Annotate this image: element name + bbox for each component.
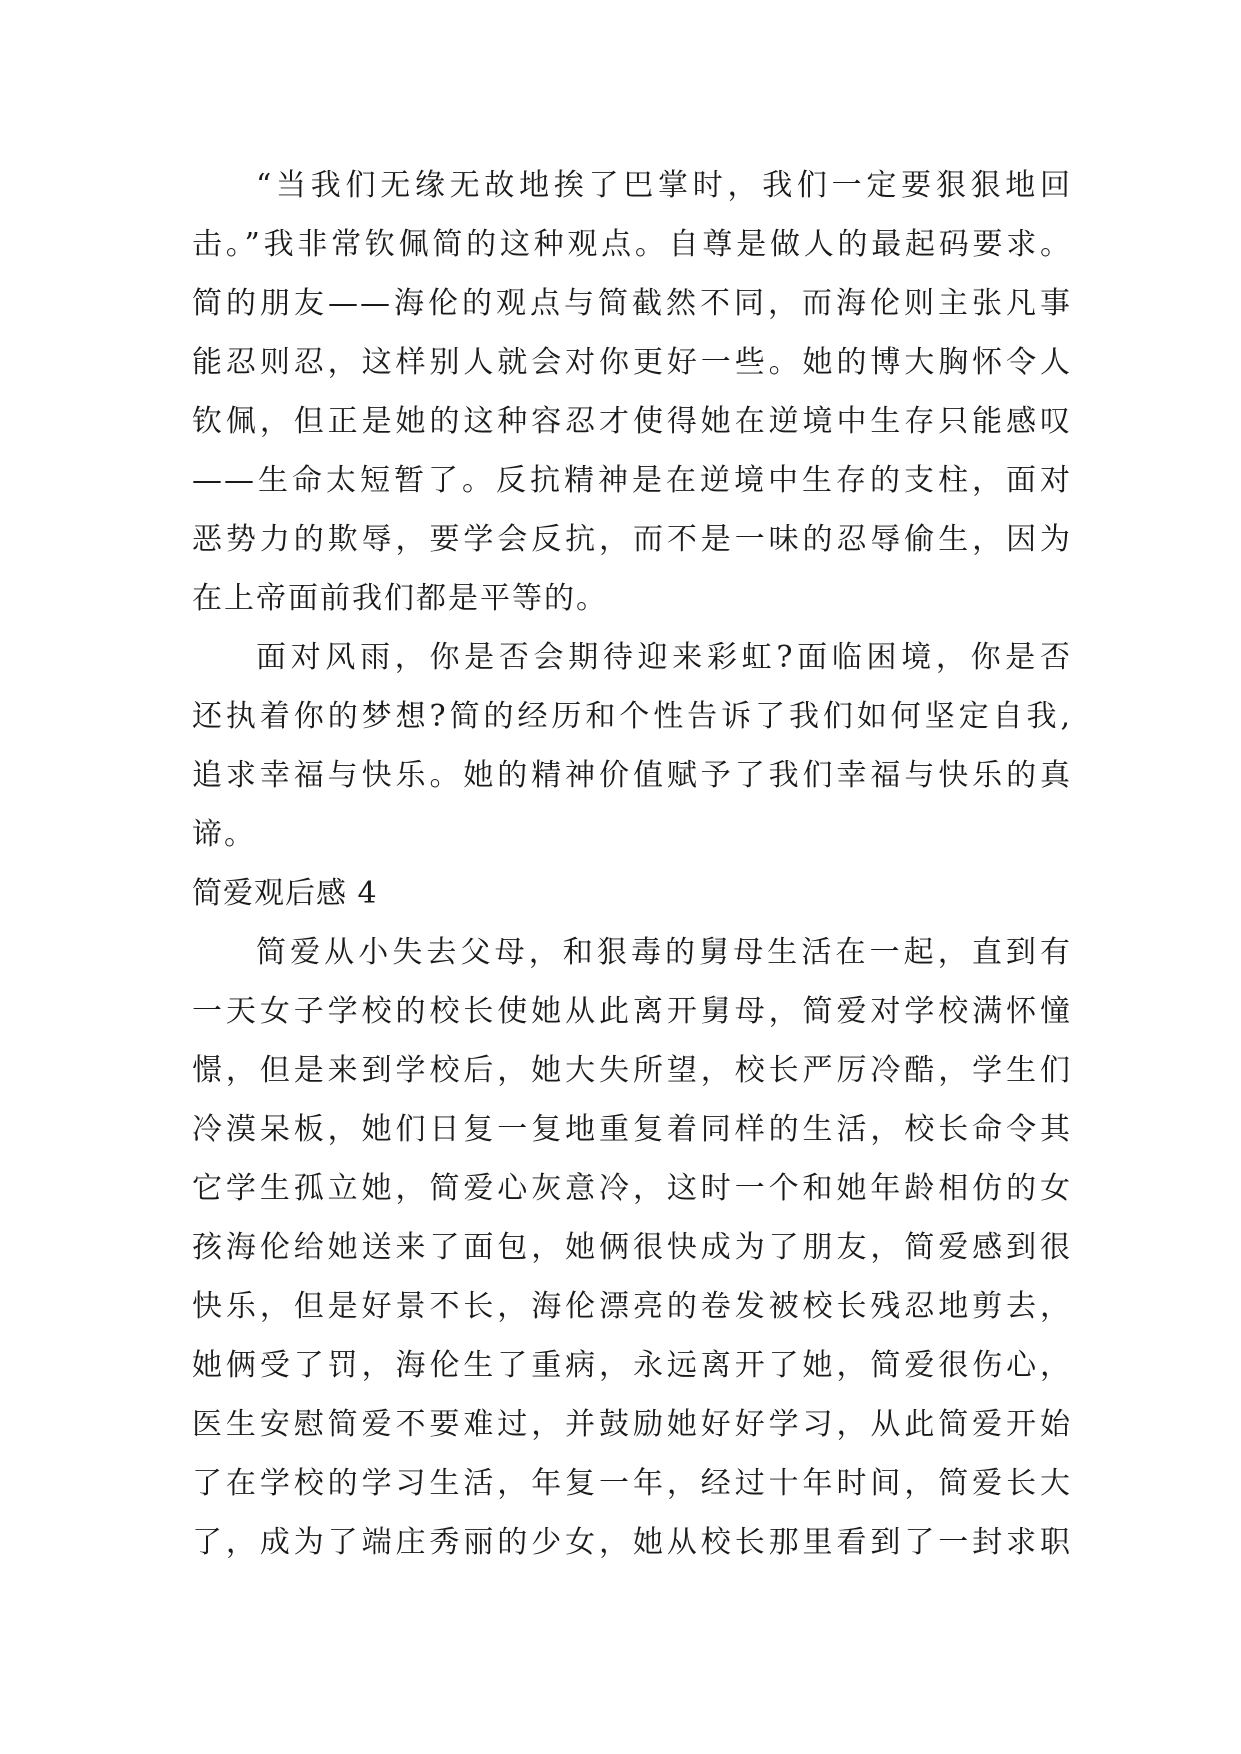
text-line: 恶势力的欺辱，要学会反抗，而不是一味的忍辱偷生，因为 (192, 522, 1072, 557)
text-line: 钦佩，但正是她的这种容忍才使得她在逆境中生存只能感叹 (192, 404, 1072, 439)
text-line: 憬，但是来到学校后，她大失所望，校长严厉冷酷，学生们 (192, 1053, 1072, 1088)
paragraph-2 (192, 628, 1072, 864)
text-line: 简的朋友——海伦的观点与简截然不同，而海伦则主张凡事 (192, 286, 1072, 321)
paragraph-3 (192, 923, 1072, 1572)
text-line: 谛。 (192, 817, 256, 852)
text-line: 了在学校的学习生活，年复一年，经过十年时间，简爱长大 (192, 1466, 1072, 1501)
text-line: 一天女子学校的校长使她从此离开舅母，简爱对学校满怀憧 (192, 994, 1072, 1029)
paragraph-1 (192, 156, 1072, 628)
text-line: 孩海伦给她送来了面包，她俩很快成为了朋友，简爱感到很 (192, 1230, 1072, 1265)
text-line: 冷漠呆板，她们日复一复地重复着同样的生活，校长命令其 (192, 1112, 1072, 1147)
text-line: 面对风雨，你是否会期待迎来彩虹?面临困境，你是否 (256, 640, 1072, 675)
text-line: ——生命太短暂了。反抗精神是在逆境中生存的支柱，面对 (192, 463, 1072, 498)
text-line: 快乐，但是好景不长，海伦漂亮的卷发被校长残忍地剪去， (192, 1289, 1072, 1324)
text-line: “当我们无缘无故地挨了巴掌时，我们一定要狠狠地回 (256, 168, 1072, 203)
text-line: 她俩受了罚，海伦生了重病，永远离开了她，简爱很伤心， (192, 1348, 1072, 1383)
text-line: 能忍则忍，这样别人就会对你更好一些。她的博大胸怀令人 (192, 345, 1072, 380)
text-line: 它学生孤立她，简爱心灰意冷，这时一个和她年龄相仿的女 (192, 1171, 1072, 1206)
text-line: 简爱从小失去父母，和狠毒的舅母生活在一起，直到有 (256, 935, 1072, 970)
text-line: 还执着你的梦想?简的经历和个性告诉了我们如何坚定自我, (192, 699, 1072, 734)
text-line: 医生安慰简爱不要难过，并鼓励她好好学习，从此简爱开始 (192, 1407, 1072, 1442)
document-page (192, 156, 1072, 1572)
text-line: 在上帝面前我们都是平等的。 (192, 581, 608, 616)
section-heading: 简爱观后感 4 (192, 876, 378, 911)
text-line: 追求幸福与快乐。她的精神价值赋予了我们幸福与快乐的真 (192, 758, 1072, 793)
text-line: 了，成为了端庄秀丽的少女，她从校长那里看到了一封求职 (192, 1525, 1072, 1560)
text-line: 击。”我非常钦佩简的这种观点。自尊是做人的最起码要求。 (192, 227, 1072, 262)
